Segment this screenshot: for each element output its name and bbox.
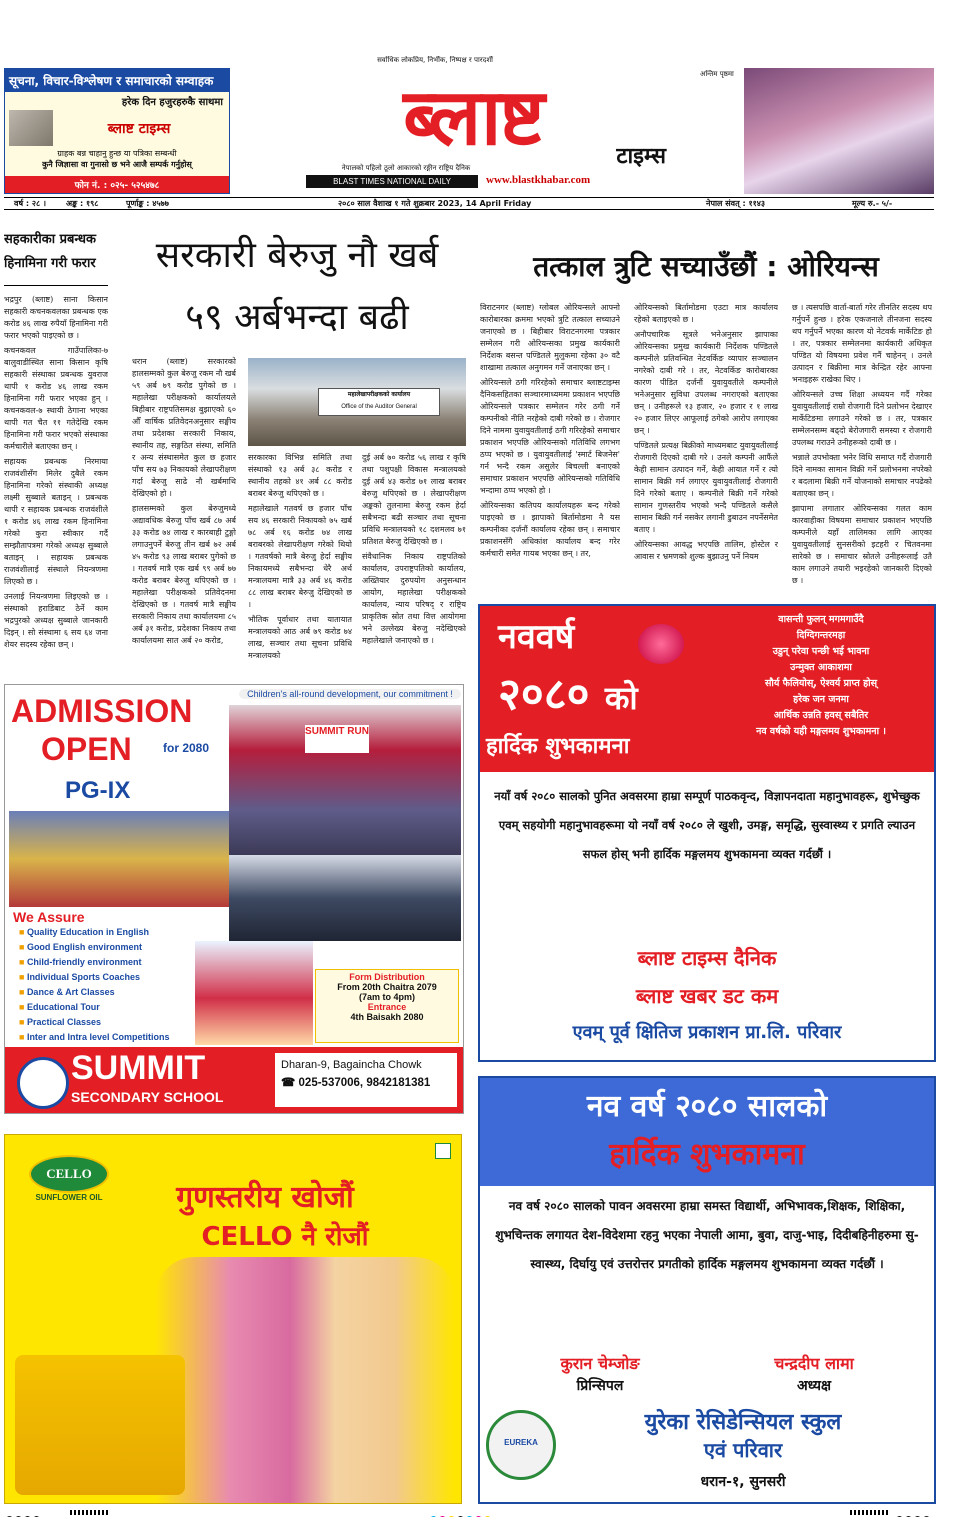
eureka-logo-icon: [486, 1410, 556, 1480]
last-page-label: अन्तिम पृष्ठमा: [700, 70, 734, 78]
form-box: [315, 969, 459, 1043]
promo-phone: फोन नं. : ०२५- ५२५४७८: [5, 176, 229, 193]
eureka-ad: [478, 1076, 936, 1504]
paragraph: सरकारका विभिन्न समिति तथा संस्थाको १३ अर्ब ३८ करोड र स्थानीय तहको ४१ अर्ब ८८ करोड बराबर बेरुजु थपिएको छ ।: [248, 453, 352, 498]
promo-line2: ग्राहक बन्न चाहानु हुन्छ या पत्रिका सम्बन्धी: [57, 149, 177, 158]
dateline-total: पूर्णाङ्क : ४५७७: [126, 199, 169, 208]
paragraph: पण्डितले प्रत्यक्ष बिक्रीको माध्यमबाट युवायुवतीलाई रोजगारी दिएको दाबी गरे । उनले कम्पनी आफैंले केही सामान उत्पादन गर्ने, केही आयात गर्ने र त्यो सामान बिक्री गर्न लगाएर युवायुवतीलाई रोजगारी दिने गरेको बताए । कम्पनीले बिक्री गर्ने गरेको सामान गुणस्तरीय भएको भन्दै पण्डितले कसैले सामान बिक्री गर्न नसकेर लगानी डुबाउन नपर्नेसमेत बताए ।: [634, 441, 778, 534]
newyear-org1: ब्लाष्ट टाइम्स दैनिक: [637, 946, 777, 970]
newyear-message: नयाँ वर्ष २०८० सालको पुनित अवसरमा हाम्रा सम्पूर्ण पाठकवृन्द, विज्ञापनदाता महानुभावहरू, शुभेच्छुक एवम् सहयोगी महानुभावहरूमा यो नयाँ वर्ष २०८० ले खुशी, उमङ्ग, समृद्धि, सुस्वास्थ्य र प्रगति ल्याउन सफल होस् भनी हार्दिक मङ्गलमय शुभकामना व्यक्त गर्दछौं ।: [494, 789, 920, 861]
paragraph: ओरियन्सका आवद्ध भएपछि तालिम, होस्टेल र आवास र भ्रमणको शुल्क बुझाउनु पर्ने नियम: [634, 540, 778, 561]
right-col-3: [792, 302, 932, 598]
summit-footer: [5, 1047, 463, 1113]
paragraph: सहायक प्रबन्धक निरमाया राजवंशीसँग मिलेर दुबैले रकम हिनामिना गरेको संस्थाकी अध्यक्ष लक्ष्मी सुब्बाले बताइन् । प्रबन्धक थापी र सहायक प्रबन्धक राजवंशीले १ करोड ४६ लाख रकम हिनामिना गरेको कुरा स्वीकार गर्दै सम्झौतापत्रमा गरेको अध्यक्ष सुब्बाले बताइन् । सहायक प्रबन्धक राजवंशीलाई संस्थाले नियन्त्रणमा लिएको छ ।: [4, 457, 108, 586]
print-marks-right: [896, 1508, 956, 1517]
paragraph: ओरियन्सले ठगी गरिरहेको समाचार ब्लाष्टटाइम्स दैनिकसहितका सञ्चारमाध्यममा प्रकाशन भएपछि ओरियन्सले पत्रकार सम्मेलन गरेर ठगी गर्ने कम्पनीको नीति नरहेको दाबी गरेको छ । रोजगार दिने नाममा युवायुवतीलाई ठगी गरिरहेको समाचार प्रकाशन भएपछि ओरियन्सको गतिविधि लगभग ठप्प भएको छ । युवायुवतीलाई 'स्मार्ट बिजनेस' गर्न भन्दै रकम असुलेर बिचल्ली बनाएको समाचार प्रकाशन भएपछि ओरियन्सको गतिविधि भन्दामा ठप्प भएको हो ।: [480, 378, 620, 495]
dateline-date: २०८० साल वैशाख १ गते शुक्रबार 2023, 14 April Friday: [338, 199, 532, 208]
eureka-message: नव वर्ष २०८० सालको पावन अवसरमा हाम्रा समस्त विद्यार्थी, अभिभावक,शिक्षक, शिक्षिका, शुभचिन्तक लगायत देश-विदेशमा रहनु भएका नेपाली आमा, बुवा, दाजु-भाइ, दिदीबहिनीहरुमा सु-स्वास्थ्य, दिर्घायु एवं उत्तरोत्तर प्रगतीको हार्दिक मङ्गलमय शुभकामना व्यक्त गर्दछौं ।: [495, 1199, 919, 1271]
last-page-photo: [744, 68, 934, 194]
paragraph: ओरियन्सले उच्च शिक्षा अध्ययन गर्दै गरेका युवायुवतीलाई राम्रो रोजगारी दिने प्रलोभन देखाएर मार्केटिङमा लगाउने गरेको छ । तर, पत्रकार सम्मेलनसम्म बढ्दो बेरोजगारी समस्या र रोजगारी उपलब्ध गराउने उनीहरूको दाबी छ ।: [792, 390, 932, 447]
main-col-3: [362, 452, 466, 668]
summit-ad: [4, 684, 464, 1114]
main-col-2: [248, 452, 352, 668]
right-col-2: [634, 302, 778, 598]
person2-name: चन्द्रदीप लामा: [774, 1354, 854, 1373]
assure-item: ■ Individual Sports Coaches: [19, 970, 229, 984]
person2-role: अध्यक्ष: [796, 1378, 832, 1394]
assure-item: ■ Good English environment: [19, 940, 229, 954]
story-left-title: सहकारीका प्रबन्धक हिनामिना गरी फरार: [4, 228, 108, 286]
year-suffix: को: [604, 679, 638, 717]
promo-line1: हरेक दिन हजुरहरुकै साथमा: [121, 97, 223, 108]
group-photo: [229, 855, 461, 941]
newyear-ad: [478, 604, 936, 1062]
eureka-school: युरेका रेसिडेन्सियल स्कुल: [644, 1410, 842, 1435]
paragraph: ओरियन्सको बिर्तामोडमा एउटा मात्र कार्यालय रहेको बताइएको छ ।: [634, 303, 778, 324]
paragraph: अनौपचारिक सूत्रले भनेअनुसार झापाका ओरियन्सका प्रमुख कार्यकारी निर्देशक पण्डितले कम्पनीले प्रतिवन्धित नेटवर्किङ व्यापार सञ्चालन नगरेको दाबी गरे । तर, नेटवर्किङ कारोबारका कारण पीडित दर्जनौं युवायुवतीले कम्पनीले भनेअनुसार सुविधा उपलब्ध नगराएको बताएका छन् । उनीहरूले १३ हजार, २० हजार र १ लाख २० हजार लिएर आफूलाई ठगेको आरोप लगाएका छन् ।: [634, 330, 778, 435]
school-type: SECONDARY SCHOOL: [71, 1089, 224, 1105]
photo-sign-english: Office of the Auditor General: [341, 404, 417, 410]
assure-item: ■ Child-friendly environment: [19, 955, 229, 969]
paragraph: विराटनगर (ब्लाष्ट) ग्लोबल ओरियन्सले आफ्नो कारोबारका क्रममा भएको त्रुटि तत्काल सच्याउने जनाएको छ । बिहीबार विराटनगरमा पत्रकार सम्मेलन गरी ओरियन्सका प्रमुख कार्यकारी निर्देशक बसन्त पण्डितले मुलुकमा रहेका ३० वटै शाखामा तत्काल अनुगमन गर्ने जनाएका छन् ।: [480, 303, 620, 372]
dateline-year: वर्ष : २८ ।: [14, 199, 46, 208]
newspaper-thumbnail: [9, 110, 53, 146]
veg-icon: [435, 1143, 451, 1159]
poem-line: सौर्य फैलियोस्, ऐश्वर्य प्राप्त होस्: [764, 678, 878, 689]
open-text: OPEN: [41, 731, 132, 767]
assure-item: ■ Inter and Intra level Competitions: [19, 1030, 229, 1044]
stage-photo: [9, 811, 229, 907]
photo-sign-nepali: महालेखापरीक्षकको कार्यालय: [347, 391, 411, 398]
logo-main: ब्लाष्ट: [403, 72, 543, 163]
paragraph: हालसम्मको कुल बेरुजुमध्ये अद्यावधिक बेरुजु पाँच खर्ब ८७ अर्ब ३३ करोड ७४ लाख र कारबाही टुङ्गो लगाउनुपर्ने बेरुजु तीन खर्ब ७२ अर्ब ४५ करोड ९३ लाख बराबर पुगेको छ । गतवर्ष मात्रै एक खर्ब ९९ अर्ब ७७ करोड बराबर बेरुजु थपिएको छ । महालेखा परीक्षकको प्रतिवेदनमा देखिएको छ । गतवर्ष मात्रै सङ्घीय सरकारी निकाय तथा कार्यालयमा ८५ अर्ब ३१ करोड, प्रदेशका निकाय तथा कार्यालयमा सात अर्ब २० करोड,: [132, 504, 236, 645]
english-name: BLAST TIMES NATIONAL DAILY: [306, 175, 478, 188]
paragraph: भौतिक पूर्वाधार तथा यातायात मन्त्रालयको आठ अर्ब ७९ करोड ७४ लाख, सञ्चार तथा सूचना प्रविधि मन्त्रालयको: [248, 615, 352, 660]
cello-brand: CELLO: [46, 1166, 92, 1181]
for-year-text: for 2080: [163, 741, 210, 755]
eureka-header: [480, 1078, 934, 1186]
summit-run-banner: SUMMIT RUN: [305, 725, 369, 753]
newyear-org3: एवम् पूर्व क्षितिज प्रकाशन प्रा.लि. परिवार: [572, 1022, 842, 1043]
cello-product: SUNFLOWER OIL: [35, 1193, 103, 1202]
contact-box: [275, 1053, 457, 1107]
newyear-header: [480, 606, 934, 772]
grades-text: PG-IX: [65, 777, 131, 804]
kids-photo: [195, 941, 313, 1045]
eureka-address: धरान-१, सुनसरी: [700, 1474, 786, 1490]
main-headline-line1: सरकारी बेरुजु नौ खर्ब: [155, 235, 439, 276]
paragraph: महालेखाले गतवर्ष छ हजार पाँच सय ४६ सरकारी निकायको ७५ खर्ब ७८ अर्ब १६ करोड ७४ लाख बराबरको लेखापरीक्षण गरेको थियो । गतवर्षको मात्रै बेरुजु हेर्दा सङ्घीय निकायमध्ये सबैभन्दा धेरै अर्थ मन्त्रालयमा मात्रै ३३ अर्ब ४६ करोड ८८ लाख बराबर बेरुजु देखिएको छ ।: [248, 504, 352, 609]
poem-line: उन्मुक्त आकाशमा: [790, 662, 852, 673]
year-number: २०८०: [498, 669, 590, 720]
eureka-logo-text: EUREKA: [504, 1438, 538, 1447]
paragraph: दुई अर्ब ७० करोड ५६ लाख र कृषि तथा पशुपक्षी विकास मन्त्रालयको दुई अर्ब ४३ करोड ७१ लाख बराबर बेरुजु थपिएको छ । लेखापरीक्षण अङ्कको तुलनामा बेरुजु रकम हेर्दा सबैभन्दा बढी सञ्चार तथा सूचना प्रविधि मन्त्रालयको १८ दशमलव ७१ प्रतिशत बेरुजु देखिएको छ ।: [362, 453, 466, 546]
slogan-text: Children's all-round development, our commitment !: [239, 689, 461, 699]
we-assure-title: We Assure: [13, 909, 85, 925]
dateline-issue: अङ्क : १९८: [66, 199, 99, 208]
website-link[interactable]: www.blastkhabar.com: [486, 174, 591, 186]
poem-line: दिग्दिगन्तरमहा: [796, 630, 846, 641]
paragraph: झापामा लगातार ओरियन्सका गलत काम कारवाहीका विषयमा समाचार प्रकाशन भएपछि कम्पनीले यहाँ तालिमका लागि आएका युवायुवतीलाई सुनसरीको इटहरी र चितवनमा सारेको छ । समाचार स्रोतले उनीहरूलाई उतै काम लगाउने तयारी भइरहेको जानकारी दिएको छ ।: [792, 504, 932, 585]
paragraph: उनलाई नियन्त्रणमा लिइएको छ । संस्थाको हराडिबाट ठेर्ने काम भद्रपुरको अध्यक्ष सुब्बाले जानकारी दिइन् । सो संस्थामा ६ सय ६४ जना शेयर सदस्य रहेका छन् ।: [4, 592, 108, 649]
promo-title: सूचना, विचार-विश्लेषण र समाचारको सम्वाहक: [5, 69, 229, 92]
entrance-date: 4th Baisakh 2080: [350, 1012, 424, 1022]
cello-logo: [29, 1155, 109, 1193]
eureka-title1: नव वर्ष २०८० सालको: [586, 1089, 828, 1124]
school-phone: 025-537006, 9842181381: [298, 1077, 431, 1089]
newyear-org2: ब्लाष्ट खबर डट कम: [635, 984, 779, 1008]
print-stripe-left: [70, 1510, 110, 1515]
person1-role: प्रिन्सिपल: [576, 1378, 624, 1394]
cello-slogan2: CELLO नै रोजौं: [201, 1222, 369, 1252]
school-address: Dharan-9, Bagaincha Chowk: [281, 1059, 422, 1071]
poem-line: नव वर्षको यही मङ्गलमय शुभकामना ।: [756, 726, 886, 737]
poem-line: वासन्ती फुलन् मगमगाउँदै: [778, 614, 864, 625]
paragraph: संवैधानिक निकाय राष्ट्रपतिको कार्यालय, उपराष्ट्रपतिको कार्यालय, अख्तियार दुरुपयोग अनुसन्धान आयोग, महालेखा परीक्षकको कार्यालय, न्याय परिषद् र राष्ट्रिय प्राकृतिक स्रोत तथा वित्त आयोगमा भने उल्लेख्य बेरुजु नदेखिएको महालेखाले जनाएको छ ।: [362, 552, 466, 645]
dateline-price: मूल्य रु.- ५/-: [852, 199, 893, 208]
poem-line: आर्थिक उन्नति हवस् सबैतिर: [773, 710, 869, 721]
paragraph: ओरियन्सका कतिपय कार्यालयहरू बन्द गरेको पाइएको छ । झापाको बिर्तामोडमा नै यस कम्पनीका दर्जनौं कार्यालय रहेका छन् । समाचार प्रकाशनसँगै अधिकांश कार्यालय बन्द गरेर कर्मचारी समेत गायब भएका छन् । तर,: [480, 501, 620, 558]
masthead-logo: [276, 68, 670, 180]
entrance-title: Entrance: [367, 1002, 407, 1012]
school-logo-icon: [17, 1057, 69, 1109]
print-marks-center: [430, 1508, 530, 1517]
print-stripe-right: [850, 1510, 890, 1515]
paragraph: भन्नाले उपभोक्ता भनेर विधि समाप्त गर्दै रोजगारी दिने नामका सामान विक्री गर्ने प्रलोभनमा नपरेको र बदलामा बिक्री गर्ने योजनाको समाचार नपढेको बताएका छन् ।: [792, 453, 932, 498]
form-dates: From 20th Chaitra 2079: [337, 982, 437, 992]
top-tagline: सर्वाधिक लोकप्रिय, निर्भीक, निष्पक्ष र पारदर्शी: [377, 56, 493, 64]
main-headline-line2: ५९ अर्बभन्दा बढी: [185, 297, 409, 338]
auditor-general-photo: [248, 358, 466, 446]
promo-line3: कुनै जिज्ञासा वा गुनासो छ भने आजै सम्पर्क गर्नुहोस्: [42, 160, 192, 169]
person1-name: कुरान चेम्जोङ: [560, 1354, 640, 1373]
logo-sub: टाइम्स: [616, 144, 666, 169]
eureka-family: एवं परिवार: [703, 1438, 783, 1462]
dateline-samvat: नेपाल संवत् : ११४३: [706, 199, 766, 208]
paragraph: भद्रपुर (ब्लाष्ट) साना किसान सहकारी कचनकवलका प्रबन्धक एक करोड ४६ लाख रुपैयाँ हिनामिना गरी फरार भएको पाइएको छ ।: [4, 295, 108, 340]
newyear-wish: हार्दिक शुभकामना: [486, 734, 630, 759]
promo-brand: ब्लाष्ट टाइम्स: [107, 120, 171, 137]
poem-line: हरेक जन जनमा: [793, 694, 849, 705]
right-headline: तत्काल त्रुटि सच्याउँछौं : ओरियन्स: [533, 250, 879, 283]
newyear-poem: [710, 612, 932, 740]
paragraph: छ । त्यसपछि वार्ता-बार्ता गरेर तीनतिर सदस्य थप गर्नुपर्ने हुन्छ । हरेक एकजनाले तीनजना सदस्य थप गर्नुपर्ने भएका कारण यो नेटवर्क मार्केटिङ हो । तर, पत्रकार सम्मेलनमा कार्यकारी अधिकृत पण्डित यो विषयमा प्रवेश गर्नै चाहेनन् । उनले उत्पादन र बिक्रीमा मात्र केन्द्रित रहेर आफ्ना भनाइहरू राखेका थिए ।: [792, 303, 932, 384]
assure-item: ■ Dance & Art Classes: [19, 985, 229, 999]
form-time: (7am to 4pm): [358, 992, 415, 1002]
paragraph: धरान (ब्लाष्ट) सरकारको हालसम्मको कुल बेरुजु रकम नौ खर्ब ५९ अर्ब ७९ करोड पुगेको छ । महालेखा परीक्षकको कार्यालयले बिहीबार राष्ट्रपतिसमक्ष बुझाएको ६० औँ वार्षिक प्रतिवेदनअनुसार सङ्घीय तथा प्रदेशका सरकारी निकाय, स्थानीय तह, सङ्गठित संस्था, समिति र अन्य संस्थासमेत कुल छ हजार पाँच सय ७३ निकायको लेखापरीक्षण गर्दा बेरुजु साढे नौ खर्बमाथि देखिएको हो ।: [132, 357, 236, 498]
poem-line: उडुन् परेवा पन्छी भई भावना: [772, 646, 870, 657]
cello-ad: [4, 1134, 462, 1504]
newyear-title: नववर्ष: [498, 617, 575, 657]
story-left-body: [4, 294, 108, 668]
summit-run-photo: [229, 705, 461, 855]
assure-item: ■ Quality Education in English: [19, 925, 229, 939]
admission-text: ADMISSION: [11, 693, 193, 729]
logo-tagline: नेपालको पहिलो ठूलो आकारको रङ्गीन राष्ट्रिय दैनिक: [341, 164, 471, 172]
eureka-title2: हार्दिक शुभकामना: [609, 1137, 805, 1172]
subscription-promo: [4, 68, 230, 194]
photo-sign: [318, 388, 440, 416]
dateline-bar: [4, 197, 934, 210]
right-col-1: [480, 302, 620, 598]
paragraph: कचनकवल गाउँपालिका-७ बालुवाडीस्थित साना किसान कृषि सहकारी संस्थाका प्रबन्धक युवराज थापी १ करोड ४६ लाख रकम हिनामिना गरी फरार भएका हुन् । कचनकवल-७ स्थायी ठेगाना भएका थापी गत चैत ११ गतेदेखि रकम हिनामिना गरी फरार भएको संस्थाका कर्मचारीले बताएका छन् ।: [4, 346, 108, 451]
main-col-1: [132, 356, 236, 668]
assure-item: ■ Educational Tour: [19, 1000, 229, 1014]
cello-slogan1: गुणस्तरीय खोजौं: [176, 1180, 354, 1215]
print-marks-left: [6, 1508, 66, 1517]
phone-icon: ☎: [281, 1077, 299, 1089]
newyear-year: [498, 662, 638, 722]
school-name: SUMMIT: [71, 1049, 206, 1087]
flower-icon: [638, 624, 684, 664]
form-title: Form Distribution: [349, 972, 425, 982]
oil-bottles: [15, 1355, 185, 1495]
assure-item: ■ Practical Classes: [19, 1015, 229, 1029]
models-photo: [155, 1257, 455, 1503]
